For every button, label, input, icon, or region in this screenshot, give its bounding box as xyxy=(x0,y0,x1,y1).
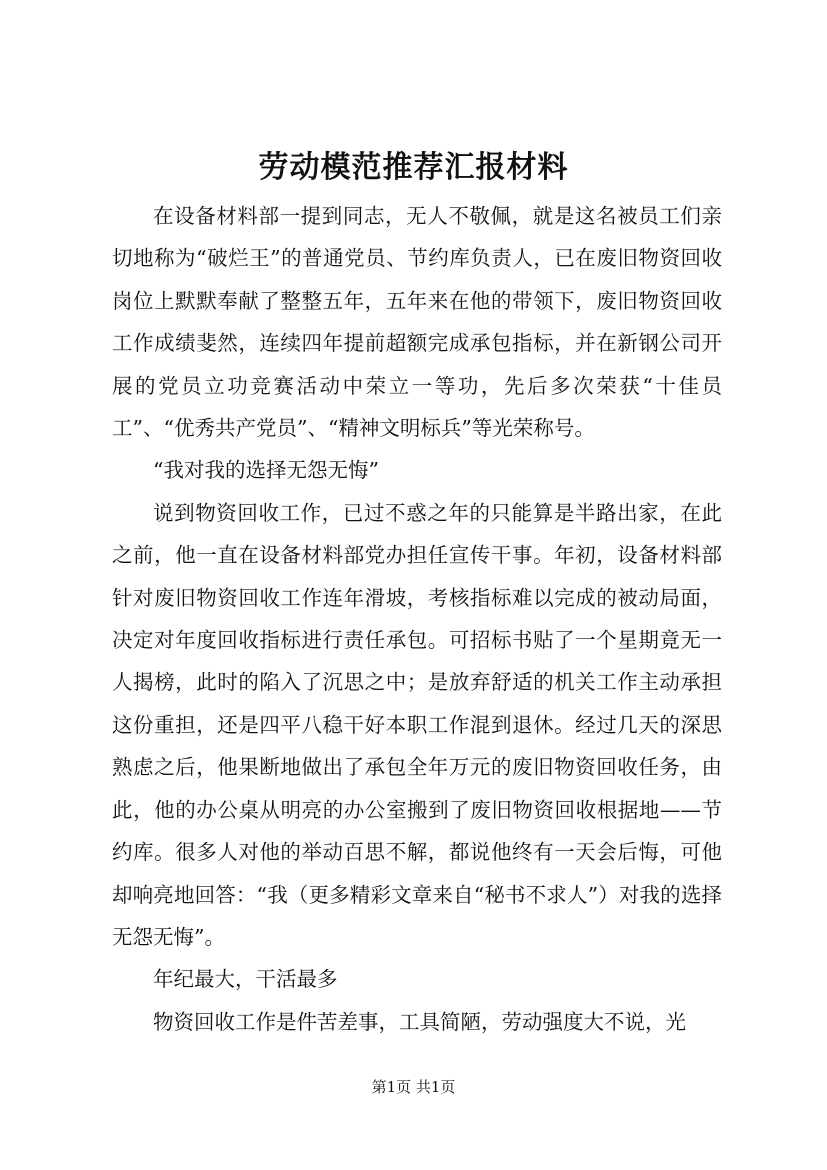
paragraph-intro: 在设备材料部一提到同志，无人不敬佩，就是这名被员工们亲切地称为“破烂王”的普通党员、节约库负责人，已在废旧物资回收岗位上默默奉献了整整五年，五年来在他的带领下，废旧物资回收工作成绩斐然，连续四年提前超额完成承包指标，并在新钢公司开展的党员立功竞赛活动中荣立一等功，先后多次荣获“十佳员工”、“优秀共产党员”、“精神文明标兵”等光荣称号。 xyxy=(112,204,722,441)
paragraph-hard-work: 物资回收工作是件苦差事，工具简陋，劳动强度大不说，光 xyxy=(153,1009,686,1034)
page-number-footer: 第1页 共1页 xyxy=(371,1078,456,1096)
section-heading-no-regrets: “我对我的选择无怨无悔” xyxy=(153,458,379,483)
paragraph-recycling-story: 说到物资回收工作，已过不惑之年的只能算是半路出家，在此之前，他一直在设备材料部党办担任宣传干事。年初，设备材料部针对废旧物资回收工作连年滑坡，考核指标难以完成的被动局面，决定对年度回收指标进行责任承包。可招标书贴了一个星期竟无一人揭榜，此时的陷入了沉思之中；是放弃舒适的机关工作主动承担这份重担，还是四平八稳干好本职工作混到退休。经过几天的深思熟虑之后，他果断地做出了承包全年万元的废旧物资回收任务，由此，他的办公桌从明亮的办公室搬到了废旧物资回收根据地——节约库。很多人对他的举动百思不解，都说他终有一天会后悔，可他却响亮地回答：“我（更多精彩文章来自“秘书不求人”）对我的选择无怨无悔”。 xyxy=(112,500,722,949)
section-heading-oldest-hardest-working: 年纪最大，干活最多 xyxy=(153,967,338,992)
document-title: 劳动模范推荐汇报材料 xyxy=(258,150,569,185)
document-body xyxy=(112,195,722,1043)
